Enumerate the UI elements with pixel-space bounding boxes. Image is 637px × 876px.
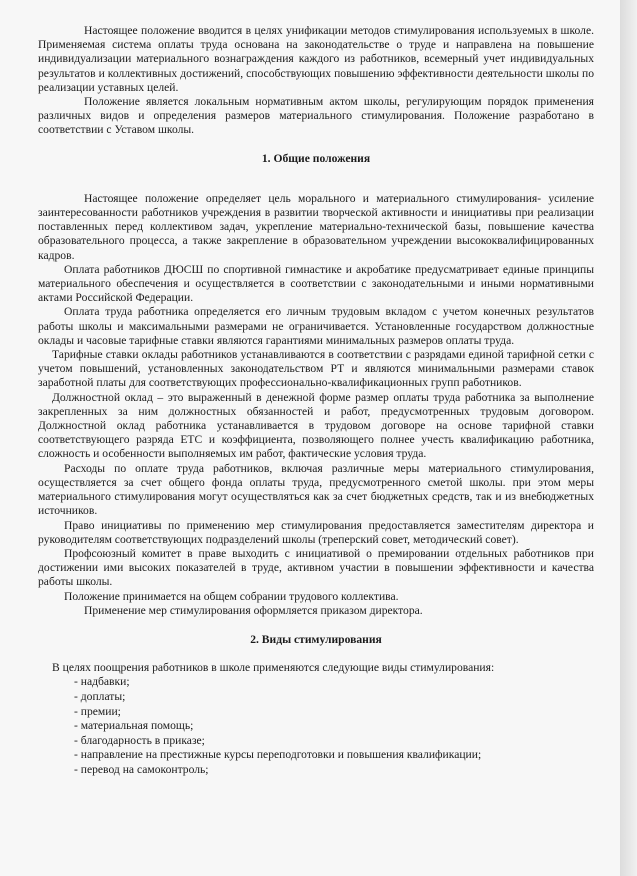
intro-paragraph-1: Настоящее положение вводится в целях унификации методов стимулирования используемых в школе. Применяемая система оплаты труда основана на законодательстве о труде и направлена на повышение индивидуализации материального вознаграждения каждого из работников, всемерный учет индивидуальных результатов и коллективных достижений, способствующих повышению эффективности деятельности школы по реализации уставных целей.	[38, 24, 594, 94]
document-body	[38, 24, 594, 777]
page-edge-shadow	[620, 0, 637, 876]
list-item: - доплаты;	[74, 689, 126, 703]
section-1-paragraph: Оплата труда работника определяется его личным трудовым вкладом с учетом конечных результатов работы школы и максимальными размерами не ограничивается. Установленные государством должностные оклады и часовые тарифные ставки являются гарантиями минимальных размеров оплаты труда.	[38, 305, 594, 347]
section-1-paragraph: Оплата работников ДЮСШ по спортивной гимнастике и акробатике предусматривает единые принципы материального обеспечения и осуществляется в соответствии с законодательными и иными нормативными актами Российской Федерации.	[38, 262, 594, 305]
intro-paragraph-2: Положение является локальным нормативным актом школы, регулирующим порядок применения различных видов и определения размеров материального стимулирования. Положение разработано в соответствии с Уставом школы.	[38, 95, 594, 137]
section-2-intro: В целях поощрения работников в школе применяются следующие виды стимулирования:	[52, 661, 495, 675]
section-1-title: 1. Общие положения	[261, 151, 371, 165]
list-item: - премии;	[74, 704, 121, 718]
section-1-paragraph: Расходы по оплате труда работников, включая различные меры материального стимулирования, осуществляется за счет общего фонда оплаты труда, предусмотренного сметой школы. при этом меры материального стимулирования могут осуществляться как за счет бюджетных средств, так и из внебюджетных источников.	[38, 461, 594, 518]
section-1-paragraph: Настоящее положение определяет цель морального и материального стимулирования- усиление заинтересованности работников учреждения в развитии творческой активности и инициативы при реализации поставленных перед коллективом задач, укрепление материально-технической базы, повышение качества образовательного процесса, а также закрепление в образовательном учреждении высококвалифицированных кадров.	[38, 191, 594, 262]
spacer	[38, 181, 594, 192]
stimulation-types-list	[38, 675, 594, 777]
section-1-paragraph: Профсоюзный комитет в праве выходить с инициативой о премировании отдельных работников при достижении ими высоких показателей в труде, активном участии в повышении эффективности и качества работы школы.	[38, 546, 594, 589]
list-item: - благодарность в приказе;	[74, 733, 205, 747]
section-1-paragraph: Тарифные ставки оклады работников устанавливаются в соответствии с разрядами единой тарифной сетки с учетом повышений, установленных законодательством РТ и являются минимальными размерами ставок заработной платы для соответствующих профессионально-квалификационных групп работников.	[38, 348, 594, 390]
section-1-paragraph: Применение мер стимулирования оформляется приказом директора.	[84, 603, 423, 617]
section-1-paragraph: Должностной оклад – это выраженный в денежной форме размер оплаты труда работника за выполнение закрепленных за ним должностных обязанностей и работ, предусмотренных трудовым договором. Должностной оклад работника устанавливается в трудовом договоре на основе тарифной ставки соответствующего разряда ЕТС и коэффициента, позволяющего полнее учесть квалификацию работника, сложность и особенности выполняемых им работ, фактические условия труда.	[38, 390, 594, 461]
list-item: - надбавки;	[74, 675, 130, 689]
list-item: - перевод на самоконтроль;	[74, 762, 209, 776]
section-1-paragraph: Право инициативы по применению мер стимулирования предоставляется заместителям директора и руководителям соответствующих подразделений школы (треперский совет, методический совет).	[38, 518, 594, 546]
section-2-title: 2. Виды стимулирования	[250, 632, 382, 646]
list-item: - материальная помощь;	[74, 719, 194, 733]
section-1-paragraph: Положение принимается на общем собрании трудового коллектива.	[64, 589, 399, 603]
list-item: - направление на престижные курсы переподготовки и повышения квалификации;	[74, 748, 482, 762]
